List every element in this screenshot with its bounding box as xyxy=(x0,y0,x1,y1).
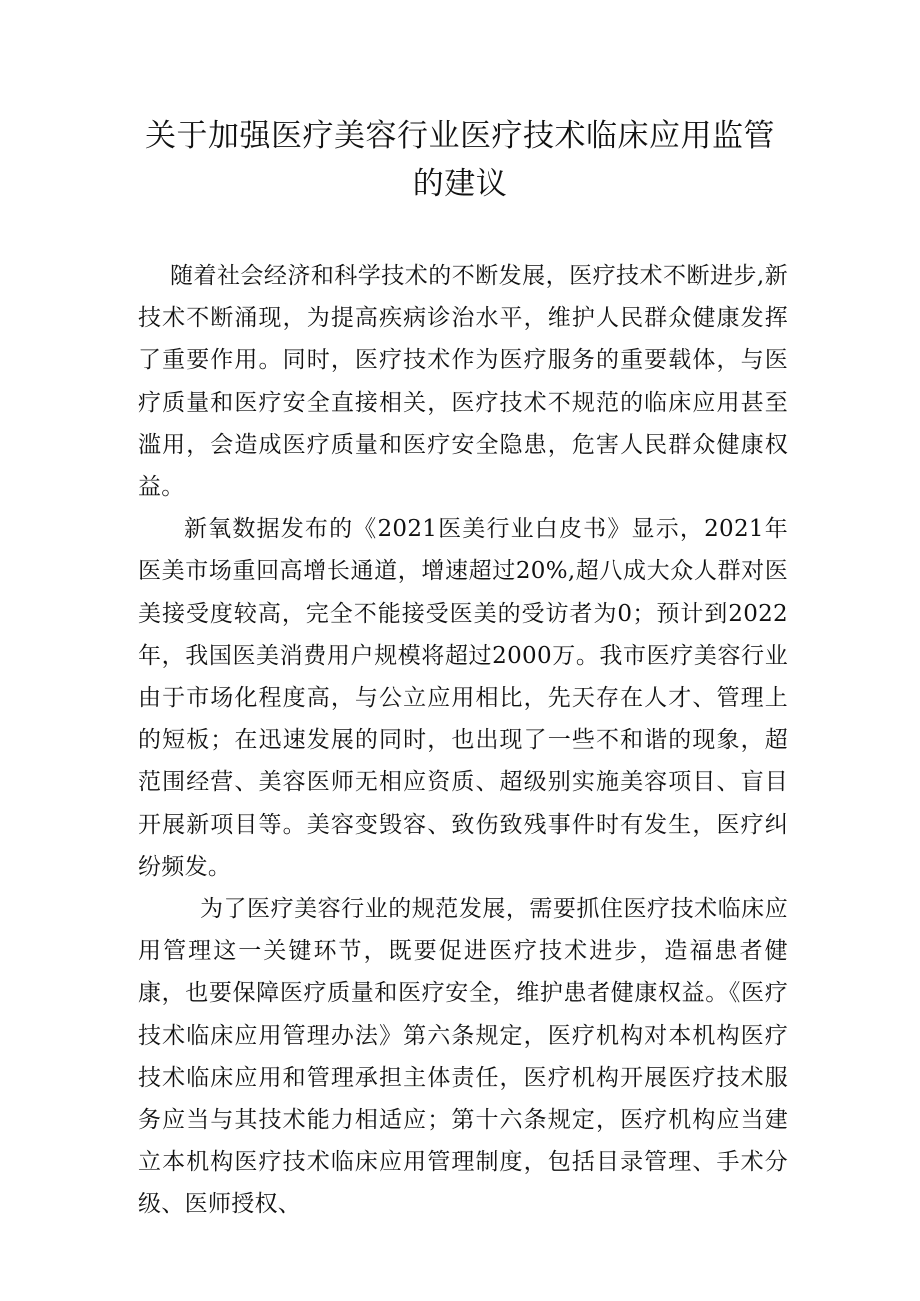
title-line-2: 的建议 xyxy=(412,166,508,202)
paragraph-3: 为了医疗美容行业的规范发展，需要抓住医疗技术临床应用管理这一关键环节，既要促进医疗技术进步，造福患者健康，也要保障医疗质量和医疗安全，维护患者健康权益。《医疗技术临床应用管理办法》第六条规定，医疗机构对本机构医疗技术临床应用和管理承担主体责任，医疗机构开展医疗技术服务应当与其技术能力相适应；第十六条规定，医疗机构应当建立本机构医疗技术临床应用管理制度，包括目录管理、手术分级、医师授权、 xyxy=(138,896,788,1218)
document-body xyxy=(138,255,788,1226)
title-line-1: 关于加强医疗美容行业医疗技术临床应用监管 xyxy=(145,118,775,154)
document-title xyxy=(130,112,790,208)
paragraph-2: 新氧数据发布的《2021医美行业白皮书》显示，2021年医美市场重回高增长通道，增速超过20%,超八成大众人群对医美接受度较高，完全不能接受医美的受访者为0；预计到2022年，我国医美消费用户规模将超过2000万。我市医疗美容行业由于市场化程度高，与公立应用相比，先天存在人才、管理上的短板；在迅速发展的同时，也出现了一些不和谐的现象，超范围经营、美容医师无相应资质、超级别实施美容项目、盲目开展新项目等。美容变毁容、致伤致残事件时有发生，医疗纠纷频发。 xyxy=(138,516,788,880)
paragraph-1: 随着社会经济和科学技术的不断发展，医疗技术不断进步,新技术不断涌现，为提高疾病诊治水平，维护人民群众健康发挥了重要作用。同时，医疗技术作为医疗服务的重要载体，与医疗质量和医疗安全直接相关，医疗技术不规范的临床应用甚至滥用，会造成医疗质量和医疗安全隐患，危害人民群众健康权益。 xyxy=(138,263,788,501)
